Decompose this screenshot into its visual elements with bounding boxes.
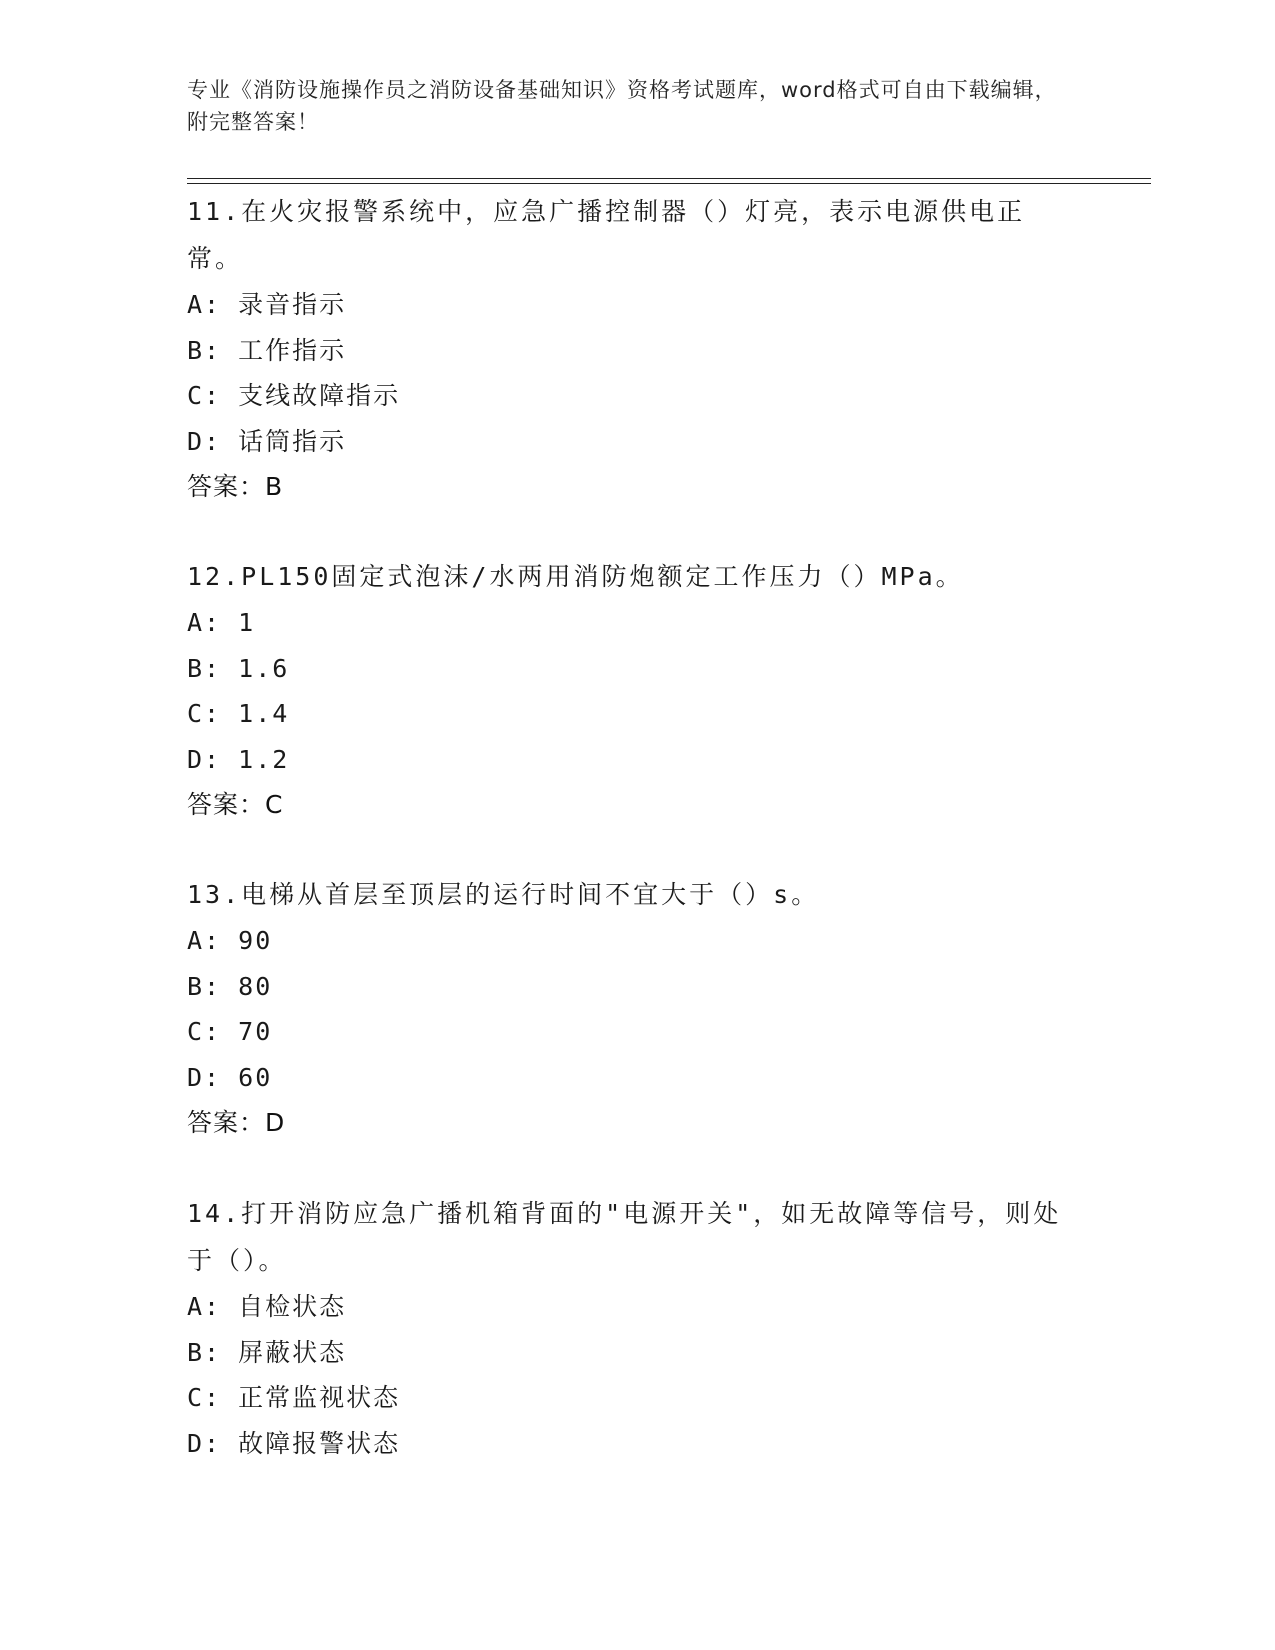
question-text: 11.在火灾报警系统中，应急广播控制器（）灯亮，表示电源供电正常。 xyxy=(187,197,1026,273)
option-b: B: 屏蔽状态 xyxy=(187,1337,347,1367)
option-d: D: 60 xyxy=(187,1062,273,1092)
question-13 xyxy=(187,871,1087,1145)
option-c: C: 正常监视状态 xyxy=(187,1383,401,1412)
answer-label: 答案：B xyxy=(187,472,284,501)
option-b: B: 80 xyxy=(187,971,273,1001)
document-intro: 专业《消防设施操作员之消防设备基础知识》资格考试题库，word格式可自由下载编辑，附完整答案！ xyxy=(187,78,1057,134)
option-c: C: 70 xyxy=(187,1017,273,1046)
option-d: D: 话筒指示 xyxy=(187,426,347,456)
option-b: B: 1.6 xyxy=(187,653,290,683)
option-a: A: 自检状态 xyxy=(187,1292,347,1321)
header-divider-top xyxy=(187,178,1151,179)
option-d: D: 1.2 xyxy=(187,744,290,774)
option-b: B: 工作指示 xyxy=(187,335,347,365)
answer-label: 答案：C xyxy=(187,790,284,819)
question-12 xyxy=(187,553,1087,827)
option-d: D: 故障报警状态 xyxy=(187,1428,401,1458)
option-c: C: 1.4 xyxy=(187,699,290,728)
question-14 xyxy=(187,1190,1087,1466)
question-text: 14.打开消防应急广播机箱背面的"电源开关"，如无故障等信号，则处于（）。 xyxy=(187,1199,1062,1275)
option-a: A: 1 xyxy=(187,608,256,637)
header-divider-bottom xyxy=(187,183,1151,184)
question-text: 13.电梯从首层至顶层的运行时间不宜大于（）s。 xyxy=(187,880,820,909)
option-a: A: 录音指示 xyxy=(187,290,347,319)
option-a: A: 90 xyxy=(187,926,273,955)
question-11 xyxy=(187,188,1087,509)
option-c: C: 支线故障指示 xyxy=(187,381,401,410)
answer-label: 答案：D xyxy=(187,1108,286,1137)
question-text: 12.PL150固定式泡沫/水两用消防炮额定工作压力（）MPa。 xyxy=(187,562,964,591)
